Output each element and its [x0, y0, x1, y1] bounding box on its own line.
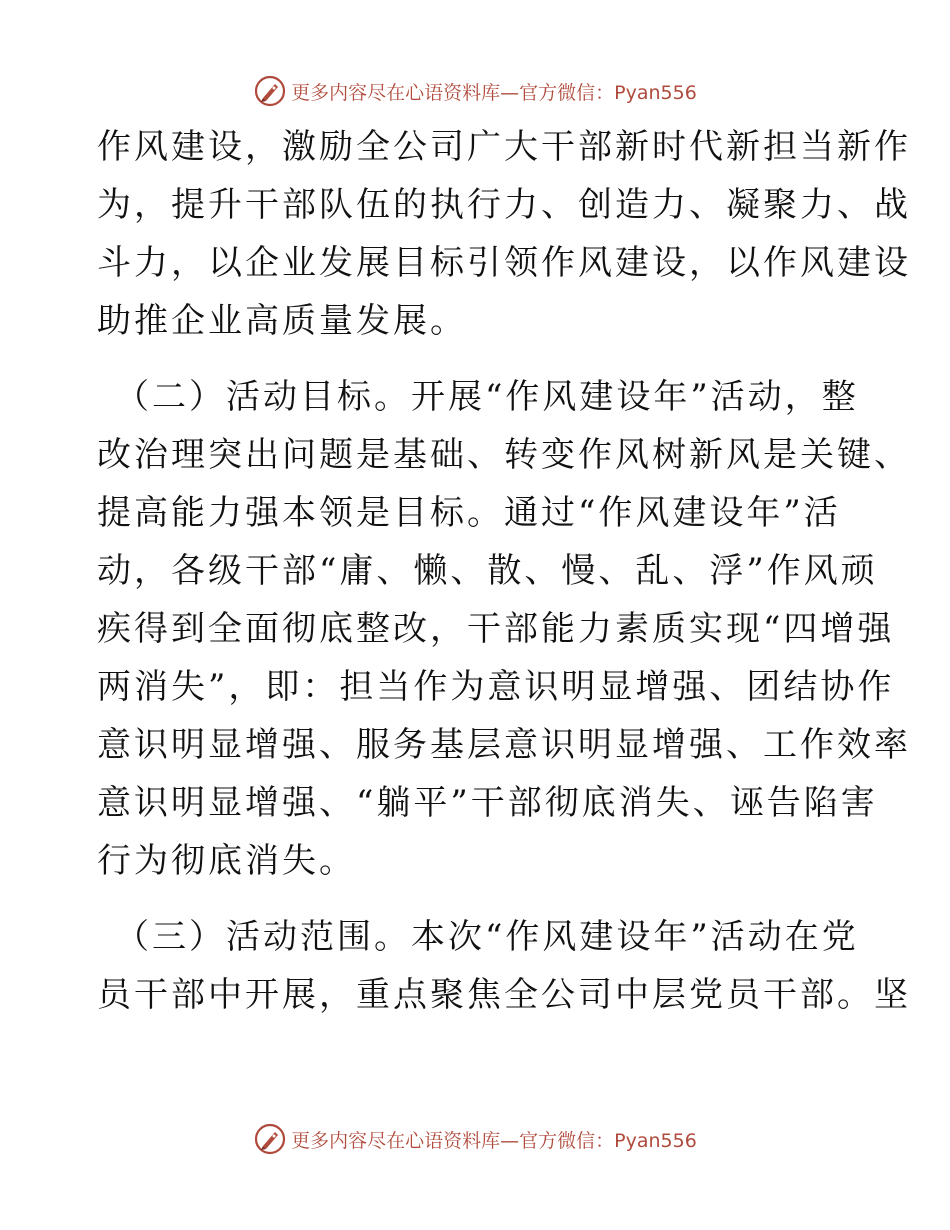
text-line: 为，提升干部队伍的执行力、创造力、凝聚力、战 — [97, 185, 911, 225]
watermark-text: 更多内容尽在心语资料库—官方微信：Pyan556 — [291, 1129, 697, 1152]
text-line: 员干部中开展，重点聚焦全公司中层党员干部。坚 — [97, 975, 911, 1015]
text-line: 行为彻底消失。 — [97, 841, 356, 881]
watermark-text: 更多内容尽在心语资料库—官方微信：Pyan556 — [291, 81, 697, 104]
text-line: （二）活动目标。开展“作风建设年”活动，整 — [115, 377, 859, 417]
footer-watermark — [0, 1119, 950, 1159]
text-line: （三）活动范围。本次“作风建设年”活动在党 — [115, 917, 859, 957]
text-line: 助推企业高质量发展。 — [97, 301, 467, 341]
text-line: 斗力，以企业发展目标引领作风建设，以作风建设 — [97, 243, 911, 283]
pen-nib-logo-icon — [253, 1122, 287, 1156]
text-line: 疾得到全面彻底整改，干部能力素质实现“四增强 — [97, 609, 895, 649]
pen-nib-logo-icon — [253, 74, 287, 108]
text-line: 作风建设，激励全公司广大干部新时代新担当新作 — [97, 127, 911, 167]
text-line: 两消失”，即：担当作为意识明显增强、团结协作 — [97, 667, 895, 707]
text-line: 提高能力强本领是目标。通过“作风建设年”活 — [97, 493, 841, 533]
header-watermark — [0, 71, 950, 111]
text-line: 意识明显增强、服务基层意识明显增强、工作效率 — [97, 725, 911, 765]
text-line: 意识明显增强、“躺平”干部彻底消失、诬告陷害 — [97, 783, 878, 823]
text-line: 动，各级干部“庸、懒、散、慢、乱、浮”作风顽 — [97, 551, 878, 591]
text-line: 改治理突出问题是基础、转变作风树新风是关键、 — [97, 435, 911, 475]
